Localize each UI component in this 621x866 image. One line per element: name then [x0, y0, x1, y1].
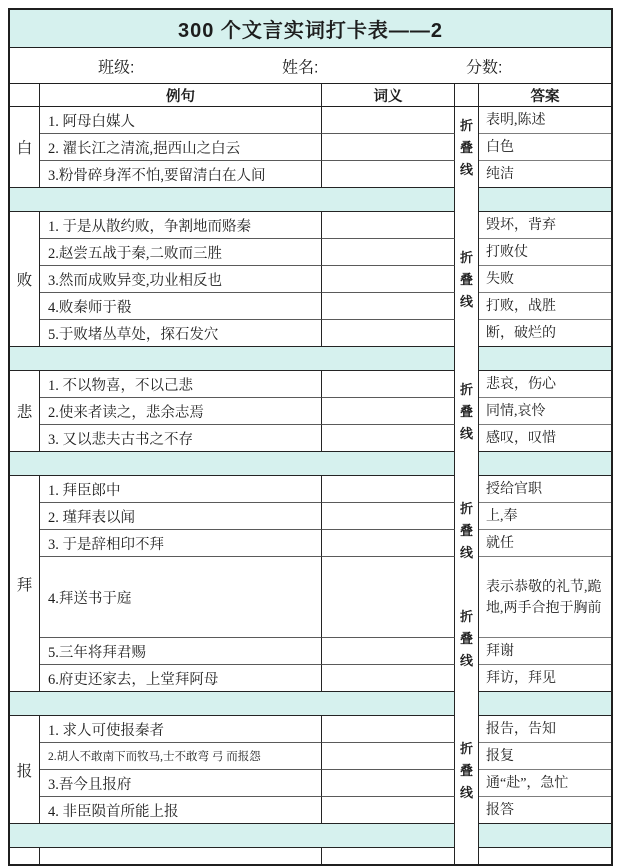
separator-fold-gap	[455, 824, 479, 848]
meaning-blank-cell	[322, 638, 455, 665]
name-label: 姓名:	[282, 59, 319, 76]
meaning-blank-cell	[322, 107, 455, 134]
fold-line-char: 叠	[459, 762, 473, 778]
fold-line-char: 折	[459, 740, 473, 756]
fold-line-char: 折	[459, 250, 473, 265]
meaning-blank-cell	[322, 371, 455, 398]
fold-line-char: 折	[459, 608, 473, 624]
meaning-blank-cell	[322, 239, 455, 266]
fold-line-char: 线	[459, 544, 473, 560]
separator-band-answer	[479, 692, 611, 716]
separator-band-answer	[479, 347, 611, 371]
example-cell: 2.使来者读之，悲余志焉	[40, 398, 322, 425]
answer-cell: 报告，告知	[479, 716, 611, 743]
separator-band-answer	[479, 824, 611, 848]
answer-cell: 就任	[479, 530, 611, 557]
separator-band-answer	[479, 188, 611, 212]
example-cell: 1. 于是从散约败，争割地而赂秦	[40, 212, 322, 239]
separator-fold-gap	[455, 188, 479, 212]
header-meaning: 词义	[322, 84, 455, 107]
example-cell: 4.败秦师于殽	[40, 293, 322, 320]
answer-cell: 拜谢	[479, 638, 611, 665]
answer-cell: 毁坏，背弃	[479, 212, 611, 239]
answer-cell: 同情,哀怜	[479, 398, 611, 425]
fold-line-char: 折	[459, 382, 473, 397]
header-answer: 答案	[479, 84, 611, 107]
example-cell: 5.于败堵丛草处，探石发穴	[40, 320, 322, 347]
meaning-blank-cell	[322, 476, 455, 503]
score-label: 分数:	[466, 59, 503, 76]
answer-cell: 表示恭敬的礼节,跪地,两手合抱于胸前	[479, 557, 611, 638]
answer-cell: 报答	[479, 797, 611, 824]
fold-line-label	[460, 119, 473, 176]
section-char-cell: 败	[10, 212, 40, 347]
answer-cell: 感叹，叹惜	[479, 425, 611, 452]
meaning-blank-cell	[322, 716, 455, 743]
fold-line-char: 折	[459, 500, 473, 516]
stub-answer-cell	[479, 848, 611, 864]
section-char-cell: 悲	[10, 371, 40, 452]
worksheet-table	[8, 8, 613, 866]
fold-line-char: 叠	[459, 630, 473, 646]
example-cell: 2. 濯长江之清流,挹西山之白云	[40, 134, 322, 161]
separator-band	[10, 692, 455, 716]
meaning-blank-cell	[322, 797, 455, 824]
meaning-blank-cell	[322, 665, 455, 692]
fold-line-label	[460, 742, 473, 799]
fold-line-char: 叠	[459, 522, 473, 538]
separator-band	[10, 824, 455, 848]
stub-char-cell	[10, 848, 40, 864]
fold-line-column	[455, 716, 479, 824]
fold-line-column	[455, 371, 479, 452]
meaning-blank-cell	[322, 503, 455, 530]
example-cell: 3. 于是辞相印不拜	[40, 530, 322, 557]
header-char-blank	[10, 84, 40, 107]
meaning-blank-cell	[322, 557, 455, 638]
example-cell: 5.三年将拜君赐	[40, 638, 322, 665]
header-example: 例句	[40, 84, 322, 107]
fold-line-char: 叠	[459, 140, 473, 155]
answer-cell: 失败	[479, 266, 611, 293]
example-cell: 3.粉骨碎身浑不怕,要留清白在人间	[40, 161, 322, 188]
meaning-blank-cell	[322, 425, 455, 452]
meaning-blank-cell	[322, 266, 455, 293]
answer-cell: 拜访，拜见	[479, 665, 611, 692]
fold-line-label	[460, 383, 473, 440]
answer-cell: 打败仗	[479, 239, 611, 266]
fold-line-char: 折	[459, 118, 473, 133]
example-cell: 2.胡人不敢南下而牧马,士不敢弯 弓 而报怨	[40, 743, 322, 770]
answer-cell: 表明,陈述	[479, 107, 611, 134]
answer-cell: 白色	[479, 134, 611, 161]
fold-line-char: 线	[459, 426, 473, 441]
meaning-blank-cell	[322, 530, 455, 557]
example-cell: 6.府吏还家去，上堂拜阿母	[40, 665, 322, 692]
separator-fold-gap	[455, 452, 479, 476]
example-cell: 1. 阿母白媒人	[40, 107, 322, 134]
example-cell: 4. 非臣陨首所能上报	[40, 797, 322, 824]
meaning-blank-cell	[322, 320, 455, 347]
meaning-blank-cell	[322, 293, 455, 320]
example-cell: 1. 拜臣郎中	[40, 476, 322, 503]
separator-fold-gap	[455, 347, 479, 371]
example-cell: 3.然而成败异变,功业相反也	[40, 266, 322, 293]
stub-example-cell	[40, 848, 322, 864]
example-cell: 4.拜送书于庭	[40, 557, 322, 638]
meaning-blank-cell	[322, 743, 455, 770]
fold-line-char: 叠	[459, 404, 473, 419]
meaning-blank-cell	[322, 770, 455, 797]
answer-cell: 报复	[479, 743, 611, 770]
section-char-cell: 白	[10, 107, 40, 188]
stub-fold-cell	[455, 848, 479, 864]
meaning-blank-cell	[322, 161, 455, 188]
fold-line-label	[460, 610, 473, 667]
fold-line-char: 叠	[459, 272, 473, 287]
stub-meaning-cell	[322, 848, 455, 864]
fold-line-char: 线	[459, 652, 473, 668]
answer-cell: 通“赴”，急忙	[479, 770, 611, 797]
meaning-blank-cell	[322, 212, 455, 239]
header-fold-blank	[455, 84, 479, 107]
fold-line-char: 线	[459, 162, 473, 177]
worksheet	[8, 8, 613, 866]
page-title: 300 个文言实词打卡表——2	[10, 10, 611, 48]
meaning-blank-cell	[322, 134, 455, 161]
separator-fold-gap	[455, 692, 479, 716]
example-cell: 3.吾今且报府	[40, 770, 322, 797]
separator-band	[10, 347, 455, 371]
separator-band	[10, 188, 455, 212]
class-label: 班级:	[98, 59, 135, 76]
fold-line-column	[455, 107, 479, 188]
fold-line-label	[460, 502, 473, 559]
answer-cell: 授给官职	[479, 476, 611, 503]
section-char-cell: 拜	[10, 476, 40, 692]
fold-line-char: 线	[459, 784, 473, 800]
fold-line-char: 线	[459, 294, 473, 309]
example-cell: 2. 瑾拜表以闻	[40, 503, 322, 530]
section-char-cell: 报	[10, 716, 40, 824]
example-cell: 2.赵尝五战于秦,二败而三胜	[40, 239, 322, 266]
meaning-blank-cell	[322, 398, 455, 425]
answer-cell: 打败，战胜	[479, 293, 611, 320]
answer-cell: 悲哀，伤心	[479, 371, 611, 398]
example-cell: 1. 不以物喜，不以己悲	[40, 371, 322, 398]
answer-cell: 纯洁	[479, 161, 611, 188]
answer-cell: 断，破烂的	[479, 320, 611, 347]
fold-line-label	[460, 251, 473, 308]
info-row	[10, 48, 611, 84]
fold-line-column	[455, 476, 479, 692]
example-cell: 3. 又以悲夫古书之不存	[40, 425, 322, 452]
separator-band	[10, 452, 455, 476]
fold-line-column	[455, 212, 479, 347]
example-cell: 1. 求人可使报秦者	[40, 716, 322, 743]
answer-cell: 上,奉	[479, 503, 611, 530]
separator-band-answer	[479, 452, 611, 476]
